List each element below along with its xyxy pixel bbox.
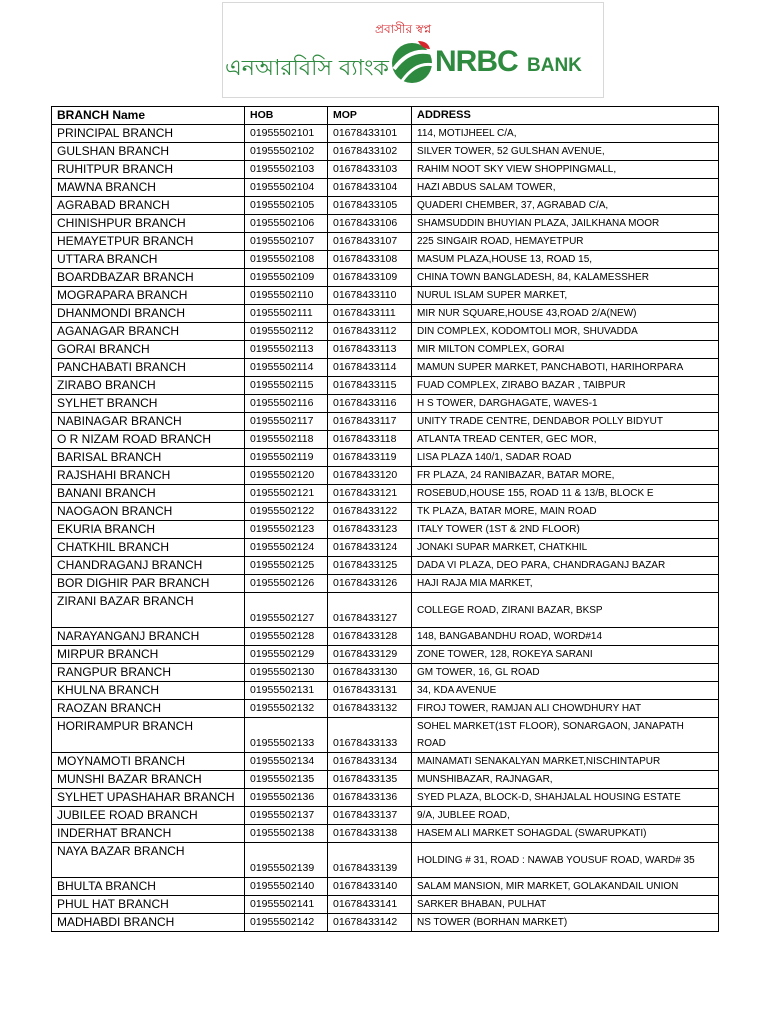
hob-number-cell: 01955502119	[245, 449, 328, 467]
branch-name-cell: NARAYANGANJ BRANCH	[52, 628, 245, 646]
branch-name-cell: RAOZAN BRANCH	[52, 700, 245, 718]
address-cell: 34, KDA AVENUE	[412, 682, 719, 700]
address-cell: SALAM MANSION, MIR MARKET, GOLAKANDAIL UNION	[412, 878, 719, 896]
mop-number-cell: 01678433124	[328, 539, 412, 557]
address-cell: NURUL ISLAM SUPER MARKET,	[412, 287, 719, 305]
mop-number-cell: 01678433110	[328, 287, 412, 305]
table-row	[52, 377, 719, 395]
hob-number-cell: 01955502104	[245, 179, 328, 197]
hob-number-cell: 01955502102	[245, 143, 328, 161]
branch-name-cell: KHULNA BRANCH	[52, 682, 245, 700]
address-cell: SILVER TOWER, 52 GULSHAN AVENUE,	[412, 143, 719, 161]
branch-name-cell: DHANMONDI BRANCH	[52, 305, 245, 323]
mop-number-cell: 01678433125	[328, 557, 412, 575]
hob-number-cell: 01955502121	[245, 485, 328, 503]
hob-number-cell: 01955502107	[245, 233, 328, 251]
mop-number-cell: 01678433132	[328, 700, 412, 718]
table-row	[52, 395, 719, 413]
address-cell: HASEM ALI MARKET SOHAGDAL (SWARUPKATI)	[412, 825, 719, 843]
table-row	[52, 485, 719, 503]
table-row	[52, 359, 719, 377]
mop-number-cell: 01678433115	[328, 377, 412, 395]
address-cell: HOLDING # 31, ROAD : NAWAB YOUSUF ROAD, WARD# 35	[412, 843, 719, 878]
address-cell: FR PLAZA, 24 RANIBAZAR, BATAR MORE,	[412, 467, 719, 485]
table-row	[52, 628, 719, 646]
mop-number-cell: 01678433119	[328, 449, 412, 467]
mop-number-cell: 01678433120	[328, 467, 412, 485]
logo-tagline: প্রবাসীর স্বপ্ন	[375, 22, 432, 36]
address-cell: ZONE TOWER, 128, ROKEYA SARANI	[412, 646, 719, 664]
table-row	[52, 125, 719, 143]
table-row	[52, 789, 719, 807]
hob-number-cell: 01955502129	[245, 646, 328, 664]
table-row	[52, 305, 719, 323]
logo-brand: NRBC	[435, 45, 518, 78]
header-hob: HOB	[245, 107, 328, 125]
hob-number-cell: 01955502120	[245, 467, 328, 485]
address-cell: FIROJ TOWER, RAMJAN ALI CHOWDHURY HAT	[412, 700, 719, 718]
hob-number-cell: 01955502108	[245, 251, 328, 269]
table-row	[52, 878, 719, 896]
table-row	[52, 287, 719, 305]
address-cell: SYED PLAZA, BLOCK-D, SHAHJALAL HOUSING ESTATE	[412, 789, 719, 807]
table-row	[52, 503, 719, 521]
branch-name-cell: ZIRANI BAZAR BRANCH	[52, 593, 245, 628]
table-row	[52, 323, 719, 341]
hob-number-cell: 01955502112	[245, 323, 328, 341]
mop-number-cell: 01678433111	[328, 305, 412, 323]
hob-number-cell: 01955502113	[245, 341, 328, 359]
branch-name-cell: CHANDRAGANJ BRANCH	[52, 557, 245, 575]
table-row	[52, 807, 719, 825]
hob-number-cell: 01955502115	[245, 377, 328, 395]
branch-name-cell: NAOGAON BRANCH	[52, 503, 245, 521]
hob-number-cell: 01955502110	[245, 287, 328, 305]
branch-name-cell: INDERHAT BRANCH	[52, 825, 245, 843]
mop-number-cell: 01678433101	[328, 125, 412, 143]
branch-name-cell: MUNSHI BAZAR BRANCH	[52, 771, 245, 789]
table-row	[52, 682, 719, 700]
branch-name-cell: ZIRABO BRANCH	[52, 377, 245, 395]
table-row	[52, 215, 719, 233]
branch-name-cell: AGANAGAR BRANCH	[52, 323, 245, 341]
hob-number-cell: 01955502131	[245, 682, 328, 700]
branch-name-cell: MAWNA BRANCH	[52, 179, 245, 197]
address-cell: 9/A, JUBLEE ROAD,	[412, 807, 719, 825]
address-cell: ITALY TOWER (1ST & 2ND FLOOR)	[412, 521, 719, 539]
mop-number-cell: 01678433104	[328, 179, 412, 197]
table-row	[52, 575, 719, 593]
table-row	[52, 843, 719, 878]
table-row	[52, 251, 719, 269]
hob-number-cell: 01955502122	[245, 503, 328, 521]
branch-table	[51, 106, 719, 932]
address-cell: UNITY TRADE CENTRE, DENDABOR POLLY BIDYUT	[412, 413, 719, 431]
mop-number-cell: 01678433135	[328, 771, 412, 789]
branch-name-cell: MADHABDI BRANCH	[52, 914, 245, 932]
branch-name-cell: BHULTA BRANCH	[52, 878, 245, 896]
logo-brand-suffix: BANK	[527, 55, 582, 76]
table-row	[52, 825, 719, 843]
branch-name-cell: PANCHABATI BRANCH	[52, 359, 245, 377]
address-cell: JONAKI SUPAR MARKET, CHATKHIL	[412, 539, 719, 557]
address-cell: COLLEGE ROAD, ZIRANI BAZAR, BKSP	[412, 593, 719, 628]
table-row	[52, 593, 719, 628]
hob-number-cell: 01955502106	[245, 215, 328, 233]
branch-name-cell: GULSHAN BRANCH	[52, 143, 245, 161]
hob-number-cell: 01955502103	[245, 161, 328, 179]
mop-number-cell: 01678433112	[328, 323, 412, 341]
hob-number-cell: 01955502114	[245, 359, 328, 377]
header-branch-name: BRANCH Name	[52, 107, 245, 125]
table-row	[52, 521, 719, 539]
address-cell: DADA VI PLAZA, DEO PARA, CHANDRAGANJ BAZAR	[412, 557, 719, 575]
table-row	[52, 771, 719, 789]
branch-name-cell: O R NIZAM ROAD BRANCH	[52, 431, 245, 449]
table-row	[52, 700, 719, 718]
address-cell: MIR MILTON COMPLEX, GORAI	[412, 341, 719, 359]
branch-name-cell: NABINAGAR BRANCH	[52, 413, 245, 431]
hob-number-cell: 01955502128	[245, 628, 328, 646]
address-cell: MAINAMATI SENAKALYAN MARKET,NISCHINTAPUR	[412, 753, 719, 771]
table-row	[52, 197, 719, 215]
branch-name-cell: AGRABAD BRANCH	[52, 197, 245, 215]
mop-number-cell: 01678433128	[328, 628, 412, 646]
mop-number-cell: 01678433121	[328, 485, 412, 503]
branch-name-cell: NAYA BAZAR BRANCH	[52, 843, 245, 878]
hob-number-cell: 01955502118	[245, 431, 328, 449]
branch-name-cell: BOR DIGHIR PAR BRANCH	[52, 575, 245, 593]
branch-name-cell: MOYNAMOTI BRANCH	[52, 753, 245, 771]
address-cell: ROSEBUD,HOUSE 155, ROAD 11 & 13/B, BLOCK E	[412, 485, 719, 503]
mop-number-cell: 01678433116	[328, 395, 412, 413]
hob-number-cell: 01955502136	[245, 789, 328, 807]
address-cell: MUNSHIBAZAR, RAJNAGAR,	[412, 771, 719, 789]
branch-name-cell: GORAI BRANCH	[52, 341, 245, 359]
table-row	[52, 664, 719, 682]
hob-number-cell: 01955502117	[245, 413, 328, 431]
branch-name-cell: RANGPUR BRANCH	[52, 664, 245, 682]
table-row	[52, 646, 719, 664]
address-cell: FUAD COMPLEX, ZIRABO BAZAR , TAIBPUR	[412, 377, 719, 395]
address-cell: RAHIM NOOT SKY VIEW SHOPPINGMALL,	[412, 161, 719, 179]
hob-number-cell: 01955502142	[245, 914, 328, 932]
hob-number-cell: 01955502141	[245, 896, 328, 914]
mop-number-cell: 01678433108	[328, 251, 412, 269]
hob-number-cell: 01955502126	[245, 575, 328, 593]
mop-number-cell: 01678433138	[328, 825, 412, 843]
table-row	[52, 449, 719, 467]
hob-number-cell: 01955502116	[245, 395, 328, 413]
mop-number-cell: 01678433141	[328, 896, 412, 914]
address-cell: 114, MOTIJHEEL C/A,	[412, 125, 719, 143]
table-row	[52, 341, 719, 359]
hob-number-cell: 01955502139	[245, 843, 328, 878]
address-cell: GM TOWER, 16, GL ROAD	[412, 664, 719, 682]
mop-number-cell: 01678433117	[328, 413, 412, 431]
address-cell: DIN COMPLEX, KODOMTOLI MOR, SHUVADDA	[412, 323, 719, 341]
mop-number-cell: 01678433131	[328, 682, 412, 700]
address-cell: 225 SINGAIR ROAD, HEMAYETPUR	[412, 233, 719, 251]
mop-number-cell: 01678433136	[328, 789, 412, 807]
branch-name-cell: SYLHET BRANCH	[52, 395, 245, 413]
table-row	[52, 914, 719, 932]
mop-number-cell: 01678433127	[328, 593, 412, 628]
address-cell: QUADERI CHEMBER, 37, AGRABAD C/A,	[412, 197, 719, 215]
globe-leaf-icon	[388, 39, 438, 85]
table-row	[52, 718, 719, 753]
mop-number-cell: 01678433129	[328, 646, 412, 664]
hob-number-cell: 01955502123	[245, 521, 328, 539]
address-cell: HAJI RAJA MIA MARKET,	[412, 575, 719, 593]
branch-name-cell: CHINISHPUR BRANCH	[52, 215, 245, 233]
table-row	[52, 143, 719, 161]
branch-name-cell: RAJSHAHI BRANCH	[52, 467, 245, 485]
table-row	[52, 179, 719, 197]
hob-number-cell: 01955502140	[245, 878, 328, 896]
address-cell: MIR NUR SQUARE,HOUSE 43,ROAD 2/A(NEW)	[412, 305, 719, 323]
table-row	[52, 233, 719, 251]
mop-number-cell: 01678433140	[328, 878, 412, 896]
address-cell: MAMUN SUPER MARKET, PANCHABOTI, HARIHORPARA	[412, 359, 719, 377]
address-cell: NS TOWER (BORHAN MARKET)	[412, 914, 719, 932]
table-row	[52, 753, 719, 771]
mop-number-cell: 01678433102	[328, 143, 412, 161]
table-row	[52, 539, 719, 557]
branch-table-body	[52, 125, 719, 932]
address-cell: HAZI ABDUS SALAM TOWER,	[412, 179, 719, 197]
branch-name-cell: PHUL HAT BRANCH	[52, 896, 245, 914]
hob-number-cell: 01955502111	[245, 305, 328, 323]
table-row	[52, 557, 719, 575]
branch-name-cell: CHATKHIL BRANCH	[52, 539, 245, 557]
mop-number-cell: 01678433118	[328, 431, 412, 449]
table-row	[52, 467, 719, 485]
branch-name-cell: JUBILEE ROAD BRANCH	[52, 807, 245, 825]
table-row	[52, 269, 719, 287]
hob-number-cell: 01955502138	[245, 825, 328, 843]
mop-number-cell: 01678433123	[328, 521, 412, 539]
branch-name-cell: EKURIA BRANCH	[52, 521, 245, 539]
mop-number-cell: 01678433142	[328, 914, 412, 932]
hob-number-cell: 01955502135	[245, 771, 328, 789]
address-cell: SARKER BHABAN, PULHAT	[412, 896, 719, 914]
hob-number-cell: 01955502130	[245, 664, 328, 682]
table-row	[52, 161, 719, 179]
branch-name-cell: RUHITPUR BRANCH	[52, 161, 245, 179]
branch-name-cell: MOGRAPARA BRANCH	[52, 287, 245, 305]
hob-number-cell: 01955502109	[245, 269, 328, 287]
address-cell: SHAMSUDDIN BHUYIAN PLAZA, JAILKHANA MOOR	[412, 215, 719, 233]
branch-name-cell: BANANI BRANCH	[52, 485, 245, 503]
address-cell: LISA PLAZA 140/1, SADAR ROAD	[412, 449, 719, 467]
mop-number-cell: 01678433106	[328, 215, 412, 233]
hob-number-cell: 01955502137	[245, 807, 328, 825]
address-cell: 148, BANGABANDHU ROAD, WORD#14	[412, 628, 719, 646]
branch-name-cell: MIRPUR BRANCH	[52, 646, 245, 664]
address-cell: ATLANTA TREAD CENTER, GEC MOR,	[412, 431, 719, 449]
hob-number-cell: 01955502132	[245, 700, 328, 718]
branch-name-cell: BARISAL BRANCH	[52, 449, 245, 467]
mop-number-cell: 01678433107	[328, 233, 412, 251]
header-address: ADDRESS	[412, 107, 719, 125]
branch-name-cell: PRINCIPAL BRANCH	[52, 125, 245, 143]
header-mop: MOP	[328, 107, 412, 125]
branch-name-cell: HORIRAMPUR BRANCH	[52, 718, 245, 753]
mop-number-cell: 01678433137	[328, 807, 412, 825]
nrbc-bank-logo	[222, 2, 604, 98]
hob-number-cell: 01955502105	[245, 197, 328, 215]
hob-number-cell: 01955502101	[245, 125, 328, 143]
address-cell: H S TOWER, DARGHAGATE, WAVES-1	[412, 395, 719, 413]
table-row	[52, 413, 719, 431]
hob-number-cell: 01955502134	[245, 753, 328, 771]
table-header-row	[52, 107, 719, 125]
branch-name-cell: UTTARA BRANCH	[52, 251, 245, 269]
mop-number-cell: 01678433139	[328, 843, 412, 878]
logo-bangla-name: এনআরবিসি ব্যাংক	[225, 56, 389, 81]
address-cell: TK PLAZA, BATAR MORE, MAIN ROAD	[412, 503, 719, 521]
branch-name-cell: HEMAYETPUR BRANCH	[52, 233, 245, 251]
mop-number-cell: 01678433134	[328, 753, 412, 771]
hob-number-cell: 01955502125	[245, 557, 328, 575]
branch-name-cell: SYLHET UPASHAHAR BRANCH	[52, 789, 245, 807]
branch-name-cell: BOARDBAZAR BRANCH	[52, 269, 245, 287]
mop-number-cell: 01678433133	[328, 718, 412, 753]
mop-number-cell: 01678433122	[328, 503, 412, 521]
mop-number-cell: 01678433105	[328, 197, 412, 215]
hob-number-cell: 01955502133	[245, 718, 328, 753]
hob-number-cell: 01955502127	[245, 593, 328, 628]
mop-number-cell: 01678433126	[328, 575, 412, 593]
table-row	[52, 896, 719, 914]
address-cell: SOHEL MARKET(1ST FLOOR), SONARGAON, JANAPATH ROAD	[412, 718, 719, 753]
mop-number-cell: 01678433114	[328, 359, 412, 377]
address-cell: CHINA TOWN BANGLADESH, 84, KALAMESSHER	[412, 269, 719, 287]
hob-number-cell: 01955502124	[245, 539, 328, 557]
mop-number-cell: 01678433109	[328, 269, 412, 287]
mop-number-cell: 01678433130	[328, 664, 412, 682]
table-row	[52, 431, 719, 449]
address-cell: MASUM PLAZA,HOUSE 13, ROAD 15,	[412, 251, 719, 269]
mop-number-cell: 01678433113	[328, 341, 412, 359]
mop-number-cell: 01678433103	[328, 161, 412, 179]
